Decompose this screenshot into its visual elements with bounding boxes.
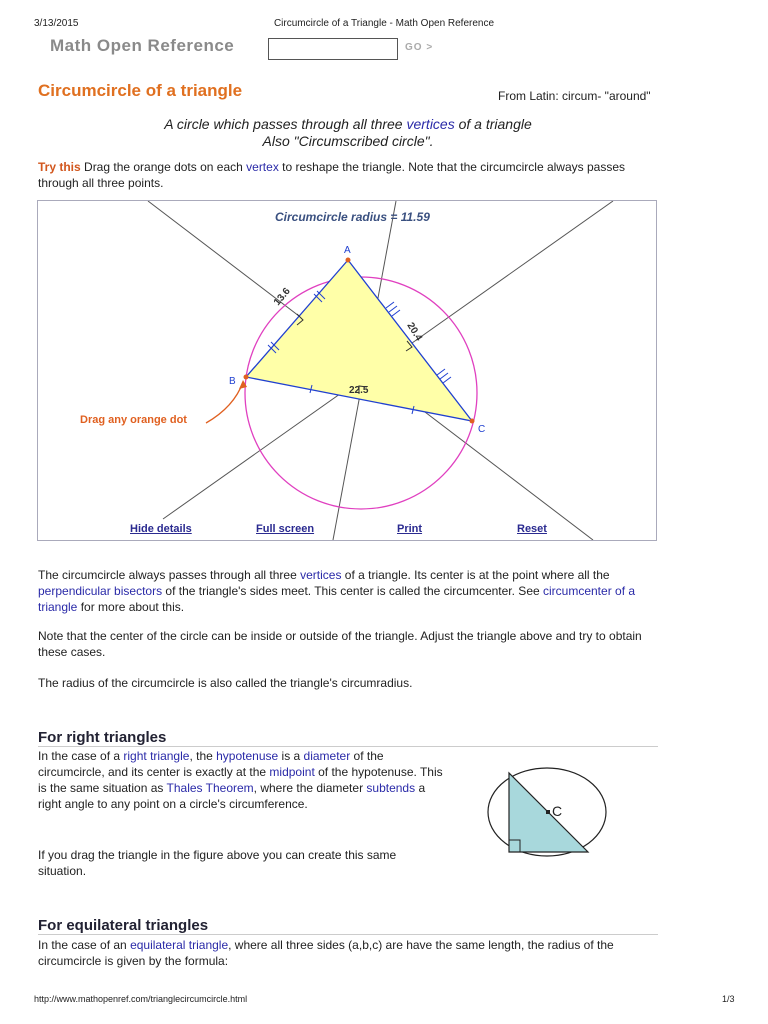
heading-right-triangles: For right triangles	[38, 729, 167, 746]
side-bc-length: 22.5	[349, 385, 369, 396]
text: of the triangle's sides meet. This center is called the circumcenter. See	[162, 584, 543, 598]
text: of the hypotenuse. This is the same situation as	[38, 765, 443, 795]
text: a right angle to any point on a circle's circumference.	[38, 781, 426, 811]
interactive-applet[interactable]	[37, 200, 657, 541]
vertices-link-2[interactable]: vertices	[300, 568, 342, 582]
triangle	[246, 260, 472, 421]
full-screen-button[interactable]: Full screen	[256, 523, 315, 535]
side-ab-length: 13.6	[271, 285, 293, 308]
divider	[38, 746, 658, 747]
drag-hint: Drag any orange dot	[80, 414, 187, 426]
paragraph-center	[38, 567, 650, 615]
heading-equilateral-triangles: For equilateral triangles	[38, 917, 209, 934]
alias-text: Also "Circumscribed circle".	[262, 133, 434, 149]
print-url: http://www.mathopenref.com/trianglecircumcircle.html	[34, 994, 248, 1004]
try-this	[38, 159, 658, 191]
reset-button[interactable]: Reset	[517, 523, 547, 535]
definition-text-end: of a triangle	[454, 116, 532, 132]
page-title: Circumcircle of a triangle	[38, 81, 243, 100]
paragraph-drag-situation: If you drag the triangle in the figure above you can create this same situation.	[38, 848, 397, 878]
radius-readout: Circumcircle radius = 11.59	[275, 210, 430, 224]
definition-text: A circle which passes through all three	[164, 116, 407, 132]
hypotenuse-link[interactable]: hypotenuse	[216, 749, 279, 763]
side-ac-length: 20.4	[404, 320, 425, 344]
paragraph-equilateral	[38, 937, 650, 969]
paragraph-right-triangles	[38, 748, 446, 812]
print-date: 3/13/2015	[34, 18, 79, 29]
circumcenter-link[interactable]: circumcenter of a triangle	[38, 584, 636, 614]
diameter-link[interactable]: diameter	[303, 749, 351, 763]
drag-arrow	[206, 382, 243, 423]
vertex-c-label: C	[478, 424, 486, 435]
right-triangle-figure	[485, 765, 611, 859]
text: , the	[189, 749, 217, 763]
text: for more about this.	[77, 600, 185, 614]
print-button[interactable]: Print	[397, 523, 423, 535]
subtends-link[interactable]: subtends	[366, 781, 416, 795]
applet-canvas[interactable]	[38, 201, 656, 540]
paragraph-inside-outside: Note that the center of the circle can be inside or outside of the triangle. Adjust the triangle above and try to obtain these cases.	[38, 629, 642, 659]
thales-theorem-link[interactable]: Thales Theorem	[166, 781, 254, 795]
etymology: From Latin: circum- "around"	[498, 89, 651, 103]
vertex-b-label: B	[229, 376, 236, 387]
vertex-b-handle[interactable]	[244, 375, 249, 380]
vertex-a-handle[interactable]	[346, 258, 351, 263]
text: of the circumcircle, and its center is exactly at the	[38, 749, 384, 779]
go-button[interactable]: GO >	[405, 42, 434, 53]
try-text: Drag the orange dots on each	[80, 160, 247, 174]
hide-details-button[interactable]: Hide details	[130, 523, 192, 535]
try-this-label: Try this	[38, 160, 81, 174]
text: , where all three sides (a,b,c) are have the same length, the radius of the circumcircle is given by the formula:	[38, 938, 614, 968]
page-number: 1/3	[722, 994, 735, 1004]
vertex-c-handle[interactable]	[470, 419, 475, 424]
midpoint-link[interactable]: midpoint	[269, 765, 315, 779]
divider	[38, 934, 658, 935]
vertices-link[interactable]: vertices	[406, 116, 455, 132]
text: of a triangle. Its center is at the point where all the	[341, 568, 610, 582]
center-point	[546, 810, 550, 814]
text: The circumcircle always passes through all three	[38, 568, 301, 582]
try-text-end: to reshape the triangle. Note that the circumcircle always passes through all three points.	[38, 160, 625, 190]
text: In the case of an	[38, 938, 131, 952]
equilateral-triangle-link[interactable]: equilateral triangle	[130, 938, 229, 952]
perpendicular-bisectors-link[interactable]: perpendicular bisectors	[38, 584, 163, 598]
right-triangle-link[interactable]: right triangle	[123, 749, 190, 763]
center-label: C	[552, 803, 563, 819]
site-logo[interactable]: Math Open Reference	[50, 36, 235, 55]
definition	[38, 116, 658, 150]
paragraph-circumradius: The radius of the circumcircle is also called the triangle's circumradius.	[38, 676, 413, 690]
vertex-link[interactable]: vertex	[246, 160, 279, 174]
text: is a	[278, 749, 304, 763]
print-title: Circumcircle of a Triangle - Math Open Reference	[273, 18, 495, 29]
search-input[interactable]	[268, 38, 398, 60]
text: In the case of a	[38, 749, 124, 763]
text: , where the diameter	[253, 781, 367, 795]
vertex-a-label: A	[344, 245, 351, 256]
